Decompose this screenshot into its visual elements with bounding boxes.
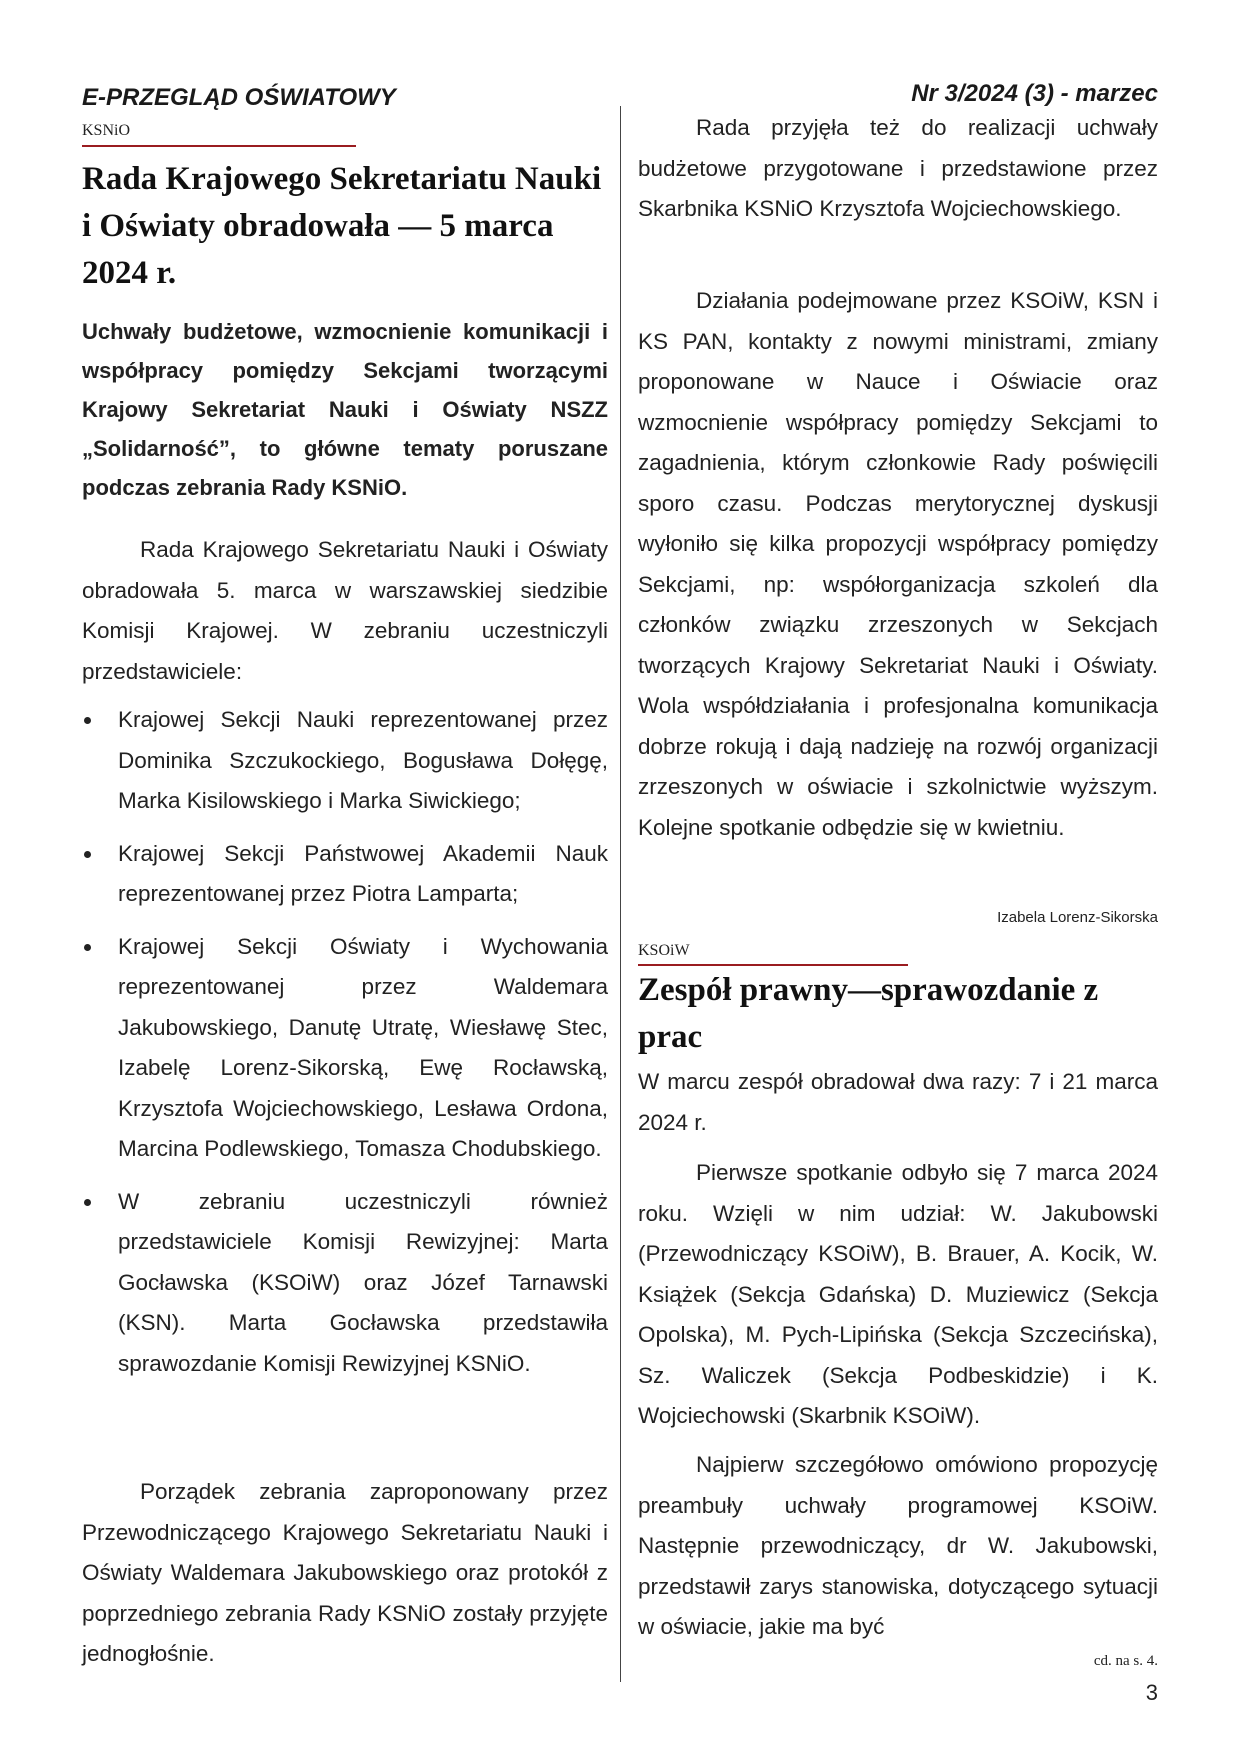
section-rule	[82, 145, 356, 147]
bullet-icon	[84, 851, 91, 858]
publication-title: E-PRZEGLĄD OŚWIATOWY	[82, 84, 396, 111]
issue-number: Nr 3/2024 (3) - marzec	[911, 80, 1158, 107]
article-title: Rada Krajowego Sekretariatu Nauki i Oświaty obradowała — 5 marca 2024 r.	[82, 161, 602, 291]
continued-note: cd. na s. 4.	[1093, 1653, 1158, 1669]
section-rule	[638, 964, 908, 966]
column-divider	[620, 106, 621, 1682]
paragraph: W marcu zespół obradował dwa razy: 7 i 21 marca 2024 r.	[638, 1069, 1158, 1135]
bullet-icon	[84, 944, 91, 951]
article-title: Zespół prawny—sprawozdanie z prac	[638, 972, 1099, 1055]
list-item: Krajowej Sekcji Nauki reprezentowanej przez Dominika Szczukockiego, Bogusława Dołęgę, Marka Kisilowskiego i Marka Siwickiego;	[82, 700, 608, 822]
article-intro: Rada Krajowego Sekretariatu Nauki i Oświaty obradowała 5. marca w warszawskiej siedzibie Komisji Krajowej. W zebraniu uczestniczyli przedstawiciele:	[82, 537, 608, 684]
paragraph: Działania podejmowane przez KSOiW, KSN i KS PAN, kontakty z nowymi ministrami, zmiany proponowane w Nauce i Oświacie oraz wzmocnienie współpracy pomiędzy Sekcjami to zagadnienia, którym członkowie Rady poświęcili sporo czasu. Podczas merytorycznej dyskusji wyłoniło się kilka propozycji współpracy pomiędzy Sekcjami, np: współorganizacja szkoleń dla członków związku zrzeszonych w Sekcjach tworzących Krajowy Sekretariat Nauki i Oświaty. Wola współdziałania i profesjonalna komunikacja dobrze rokują i dają nadzieję na rozwój organizacji zrzeszonych w oświacie i szkolnictwie wyższym. Kolejne spotkanie odbędzie się w kwietniu.	[638, 288, 1158, 840]
list-item: W zebraniu uczestniczyli również przedstawiciele Komisji Rewizyjnej: Marta Gocławska (KSOiW) oraz Józef Tarnawski (KSN). Marta Gocławska przedstawiła sprawozdanie Komisji Rewizyjnej KSNiO.	[82, 1182, 608, 1385]
bullet-icon	[84, 1199, 91, 1206]
bullet-icon	[84, 717, 91, 724]
paragraph: Rada przyjęła też do realizacji uchwały budżetowe przygotowane i przedstawione przez Skarbnika KSNiO Krzysztofa Wojciechowskiego.	[638, 115, 1158, 221]
participants-list	[82, 700, 608, 1396]
list-item: Krajowej Sekcji Państwowej Akademii Nauk reprezentowanej przez Piotra Lamparta;	[82, 834, 608, 915]
section-tag: KSNiO	[82, 122, 131, 139]
section-tag: KSOiW	[638, 942, 690, 959]
paragraph: Najpierw szczegółowo omówiono propozycję preambuły uchwały programowej KSOiW. Następnie przewodniczący, dr W. Jakubowski, przedstawił zarys stanowiska, dotyczącego sytuacji w oświacie, jakie ma być	[638, 1452, 1158, 1639]
author-signature: Izabela Lorenz-Sikorska	[997, 909, 1158, 926]
article-lead: Uchwały budżetowe, wzmocnienie komunikacji i współpracy pomiędzy Sekcjami tworzącymi Krajowy Sekretariat Nauki i Oświaty NSZZ „Solidarność”, to główne tematy poruszane podczas zebrania Rady KSNiO.	[82, 319, 608, 500]
page-number: 3	[1145, 1680, 1158, 1705]
article-closing: Porządek zebrania zaproponowany przez Przewodniczącego Krajowego Sekretariatu Nauki i Oświaty Waldemara Jakubowskiego oraz protokół z poprzedniego zebrania Rady KSNiO zostały przyjęte jednogłośnie.	[82, 1479, 608, 1666]
paragraph: Pierwsze spotkanie odbyło się 7 marca 2024 roku. Wzięli w nim udział: W. Jakubowski (Przewodniczący KSOiW), B. Brauer, A. Kocik, W. Książek (Sekcja Gdańska) D. Muziewicz (Sekcja Opolska), M. Pych-Lipińska (Sekcja Szczecińska), Sz. Waliczek (Sekcja Podbeskidzie) i K. Wojciechowski (Skarbnik KSOiW).	[638, 1160, 1158, 1428]
list-item: Krajowej Sekcji Oświaty i Wychowania reprezentowanej przez Waldemara Jakubowskiego, Danutę Utratę, Wiesławę Stec, Izabelę Lorenz-Sikorską, Ewę Rocławską, Krzysztofa Wojciechowskiego, Lesława Ordona, Marcina Podlewskiego, Tomasza Chodubskiego.	[82, 927, 608, 1170]
